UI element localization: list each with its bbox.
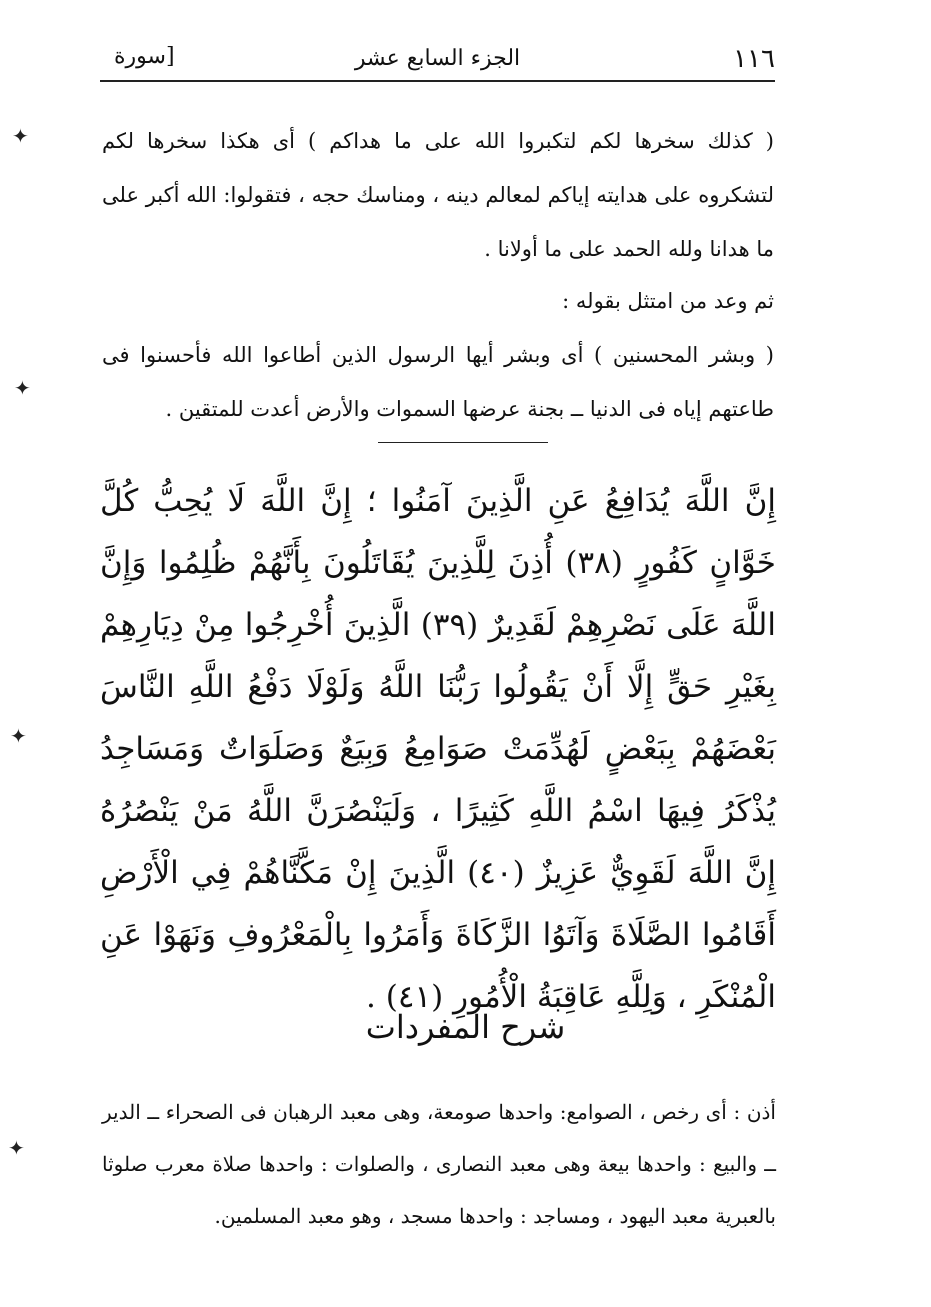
margin-ornament-icon: ✦ bbox=[10, 724, 27, 748]
margin-ornament-icon: ✦ bbox=[12, 124, 29, 148]
commentary-intro-line: ثم وعد من امتثل بقوله : bbox=[562, 289, 774, 313]
commentary-block-2 bbox=[102, 274, 774, 436]
page-header bbox=[100, 38, 775, 78]
commentary-paragraph-2: ( وبشر المحسنين ) أى وبشر أيها الرسول الذين أطاعوا الله فأحسنوا فى طاعتهم إياه فى الدنيا ــ بجنة عرضها السموات والأرض أعدت للمتقين . bbox=[102, 343, 774, 421]
juz-title: الجزء السابع عشر bbox=[354, 46, 521, 71]
margin-ornament-icon: ✦ bbox=[8, 1136, 25, 1160]
header-rule bbox=[100, 80, 775, 82]
margin-ornament-icon: ✦ bbox=[14, 376, 31, 400]
section-divider bbox=[378, 442, 548, 443]
glossary-text: أذن : أى رخص ، الصوامع: واحدها صومعة، وهى معبد الرهبان فى الصحراء ــ الدير ــ والبيع : واحدها بيعة وهى معبد النصارى ، والصلوات : واحدها صلاة معرب صلوثا بالعبرية معبد اليهود ، ومساجد : واحدها مسجد ، وهو معبد المسلمين. bbox=[102, 1100, 776, 1228]
surah-label: [سورة bbox=[114, 44, 175, 69]
quran-verses: إِنَّ اللَّهَ يُدَافِعُ عَنِ الَّذِينَ آمَنُوا ؛ إِنَّ اللَّهَ لَا يُحِبُّ كُلَّ خَوَّانٍ كَفُورٍ (٣٨) أُذِنَ لِلَّذِينَ يُقَاتَلُونَ بِأَنَّهُمْ ظُلِمُوا وَإِنَّ اللَّهَ عَلَى نَصْرِهِمْ لَقَدِيرٌ (٣٩) الَّذِينَ أُخْرِجُوا مِنْ دِيَارِهِمْ بِغَيْرِ حَقٍّ إِلَّا أَنْ يَقُولُوا رَبُّنَا اللَّهُ وَلَوْلَا دَفْعُ اللَّهِ النَّاسَ بَعْضَهُمْ بِبَعْضٍ لَهُدِّمَتْ صَوَامِعُ وَبِيَعٌ وَصَلَوَاتٌ وَمَسَاجِدُ يُذْكَرُ فِيهَا اسْمُ اللَّهِ كَثِيرًا ، وَلَيَنْصُرَنَّ اللَّهُ مَنْ يَنْصُرُهُ إِنَّ اللَّهَ لَقَوِيٌّ عَزِيزٌ (٤٠) الَّذِينَ إِنْ مَكَّنَّاهُمْ فِي الْأَرْضِ أَقَامُوا الصَّلَاةَ وَآتَوُا الزَّكَاةَ وَأَمَرُوا بِالْمَعْرُوفِ وَنَهَوْا عَنِ الْمُنْكَرِ ، وَلِلَّهِ عَاقِبَةُ الْأُمُورِ (٤١) . bbox=[100, 483, 776, 1015]
commentary-block-1 bbox=[102, 114, 774, 276]
page-number: ١١٦ bbox=[733, 44, 775, 74]
section-heading: شرح المفردات bbox=[365, 1008, 566, 1046]
commentary-paragraph-1: ( كذلك سخرها لكم لتكبروا الله على ما هداكم ) أى هكذا سخرها لكم لتشكروه على هدايته إياكم لمعالم دينه ، ومناسك حجه ، فتقولوا: الله أكبر على ما هدانا ولله الحمد على ما أولانا . bbox=[102, 129, 774, 261]
